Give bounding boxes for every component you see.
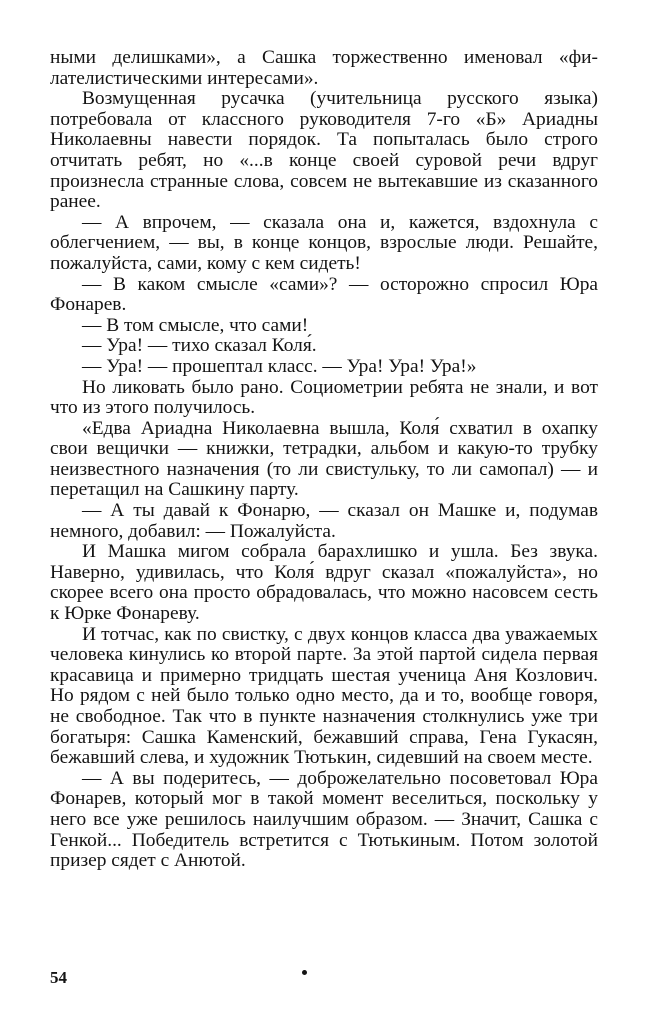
paragraph-5: — В том смысле, что сами! — [82, 314, 309, 336]
paragraph-6: — Ура! — тихо сказал Коля́. — [82, 335, 317, 357]
paragraph-11: И Машка мигом собрала барахлишко и ушла. Без звука. Наверно, удивилась, что Коля́ вдруг сказал «пожалуйста», но скорее всего она просто обрадовалась, что можно насовсем сесть к Юрке Фонареву. — [50, 541, 598, 625]
page-footer — [50, 968, 598, 992]
paragraph-2: Возмущенная русачка (учительница русского языка) потребовала от классного руководителя 7-го «Б» Ариадны Николаевны навести порядок. Та попыталась было строго отчитать ребят, но «...в конце своей суровой речи вдруг произнесла странные слова, совсем не вытекавшие из сказанного ранее. — [50, 88, 598, 213]
page-text — [50, 48, 598, 872]
paragraph-12: И тотчас, как по свистку, с двух концов класса два уважаемых человека кинулись ко второй парте. За этой партой сидела первая красавица и примерно тридцать шестая ученица Аня Козлович. Но рядом с ней было только одно место, да и то, вообще говоря, не свободное. Так что в пункте назначения столкнулись уже три богатыря: Сашка Каменский, бежавший справа, Гена Гукасян, бежавший слева, и художник Тютькин, сидевший на своем месте. — [50, 623, 598, 769]
page-number: 54 — [50, 968, 67, 987]
paragraph-7: — Ура! — прошептал класс. — Ура! Ура! Ура!» — [82, 355, 477, 377]
paragraph-1: ными делишками», а Сашка торжественно именовал «филателистическими интересами». — [50, 47, 598, 89]
paragraph-13: — А вы подеритесь, — доброжелательно посоветовал Юра Фонарев, который мог в такой момент веселиться, поскольку у него все уже решилось наилучшим образом. — Значит, Сашка с Генкой... Победитель встретится с Тютькиным. Потом золотой призер сядет с Анютой. — [50, 767, 598, 872]
paragraph-3: — А впрочем, — сказала она и, кажется, вздохнула с облегчением, — вы, в конце концов, взрослые люди. Решайте, пожалуйста, сами, кому с кем сидеть! — [50, 211, 598, 274]
paragraph-4: — В каком смысле «сами»? — осторожно спросил Юра Фонарев. — [50, 273, 598, 316]
paragraph-9: «Едва Ариадна Николаевна вышла, Коля́ схватил в охапку свои вещички — книжки, тетрадки, альбом и какую-то трубку неизвестного назначения (то ли свистульку, то ли самопал) — и перетащил на Сашкину парту. — [50, 417, 598, 501]
paragraph-10: — А ты давай к Фонарю, — сказал он Машке и, подумав немного, добавил: — Пожалуйста. — [50, 500, 598, 542]
center-dot — [302, 970, 307, 975]
paragraph-8: Но ликовать было рано. Социометрии ребята не знали, и вот что из этого получилось. — [50, 376, 598, 419]
